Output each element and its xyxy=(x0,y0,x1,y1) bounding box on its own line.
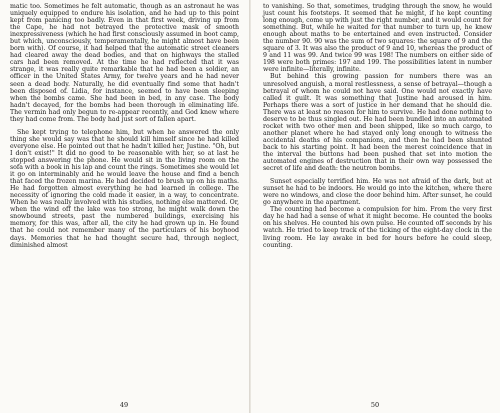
paragraph: Sunset especially terrified him. He was not afraid of the dark, but at sunset he had to be indoors. He would go into the kitchen, where there were no windows, and close the door behind him. After sunset, he could go anywhere in the apartment. xyxy=(263,178,492,207)
paragraph: She kept trying to telephone him, but when he answered the only thing she would say was that he should kill himself since he had killed everyone else. He pointed out that he hadn't killed her, Justine. "Oh, but I don't exist!" It did no good to be reasonable with her, so at last he stopped answering the phone. He would sit in the living room on the sofa with a book in his lap and count the rings. Sometimes she would let it go on interminably and he would leave the house and find a bench that faced the frozen marina. He had decided to brush up on his maths. He had forgotten almost everything he had learned in college. The necessity of ignoring the cold made it easier, in a way, to concentrate. When he was really involved with his studies, nothing else mattered. Or, when the wind off the lake was too strong, he might walk down the snowbound streets, past the numbered buildings, exercising his memory, for this was, after all, the city he had grown up in. He found that he could not remember many of the particulars of his boyhood days. Memories that he had thought secure had, through neglect, diminished almost xyxy=(10,128,239,249)
left-page xyxy=(0,0,249,413)
page-number: 50 xyxy=(370,401,380,409)
paragraph: The counting had become a compulsion for him. From the very first day he had had a sense of what it might become. He counted the books on his shelves. He counted his own pulse. He counted off seconds by his watch. He tried to keep track of the ticking of the eight-day clock in the living room. He lay awake in bed for hours before he could sleep, counting. xyxy=(263,206,492,249)
page-number: 49 xyxy=(119,401,129,409)
paragraph: matic too. Sometimes he felt automatic, though as an astronaut he was uniquely equipped to endure his isolation, and he had up to this point kept from panicing too badly. Even in that first week, driving up from the Cape, he had not betrayed the protective mask of smooth inexpressiveness (which he had first consciously assumed in boot camp, but which, unconsciously, temperamentally, he might almost have been born with). Of course, it had helped that the automatic street cleaners had cleared away the dead bodies, and that on highways the stalled cars had been removed. At the time he had reflected that it was strange, it was really quite remarkable that he had been a soldier, an officer in the United States Army, for twelve years and he had never seen a dead body. Naturally, he did eventually find some that hadn't been disposed of. Lidia, for instance, seemed to have been sleeping when the bombs came. She had been in bed, in any case. The body hadn't decayed, for the bombs had been thorough in eliminating life. The vermin had only begun to re-appear recently, and God knew where they had come from. The body had just sort of fallen apart. xyxy=(10,3,239,123)
paragraph: But behind this growing passion for numbers there was an unresolved anguish, a moral restlessness, a sense of betrayal—though a betrayal of whom he could not have said. One would not exactly have called it guilt. It was something that Justine had aroused in him. Perhaps there was a sort of justice in her demand that he should die. There was at least no reason for him to survive. He had done nothing to deserve to be thus singled out. He had been bundled into an automated rocket with two other men and been shipped, like so much cargo, to another planet where he had stayed only long enough to witness the accidental deaths of his companions, and then he had been shunted back to his starting point. It had been the merest coincidence that in the interval the buttons had been pushed that set into motion the automated engines of destruction that in their own way possessed the secret of life and death: the neutron bombs. xyxy=(263,73,492,173)
right-page-text-column xyxy=(263,3,492,249)
left-page-text-column xyxy=(10,3,239,249)
paragraph: to vanishing. So that, sometimes, trudging through the snow, he would just count his footsteps. It seemed that he might, if he kept counting long enough, come up with just the right number, and it would count for something. But, while he waited for that number to turn up, he knew enough about maths to be entertained and even instructed. Consider the number 90. 90 was the sum of two squares: the square of 9 and the square of 3. It was also the product of 9 and 10, whereas the product of 9 and 11 was 99. And twice 99 was 198! The numbers on either side of 198 were both primes: 197 and 199. The possibilities latent in number were infinite—literally, infinite. xyxy=(263,3,492,74)
right-page xyxy=(251,0,500,413)
